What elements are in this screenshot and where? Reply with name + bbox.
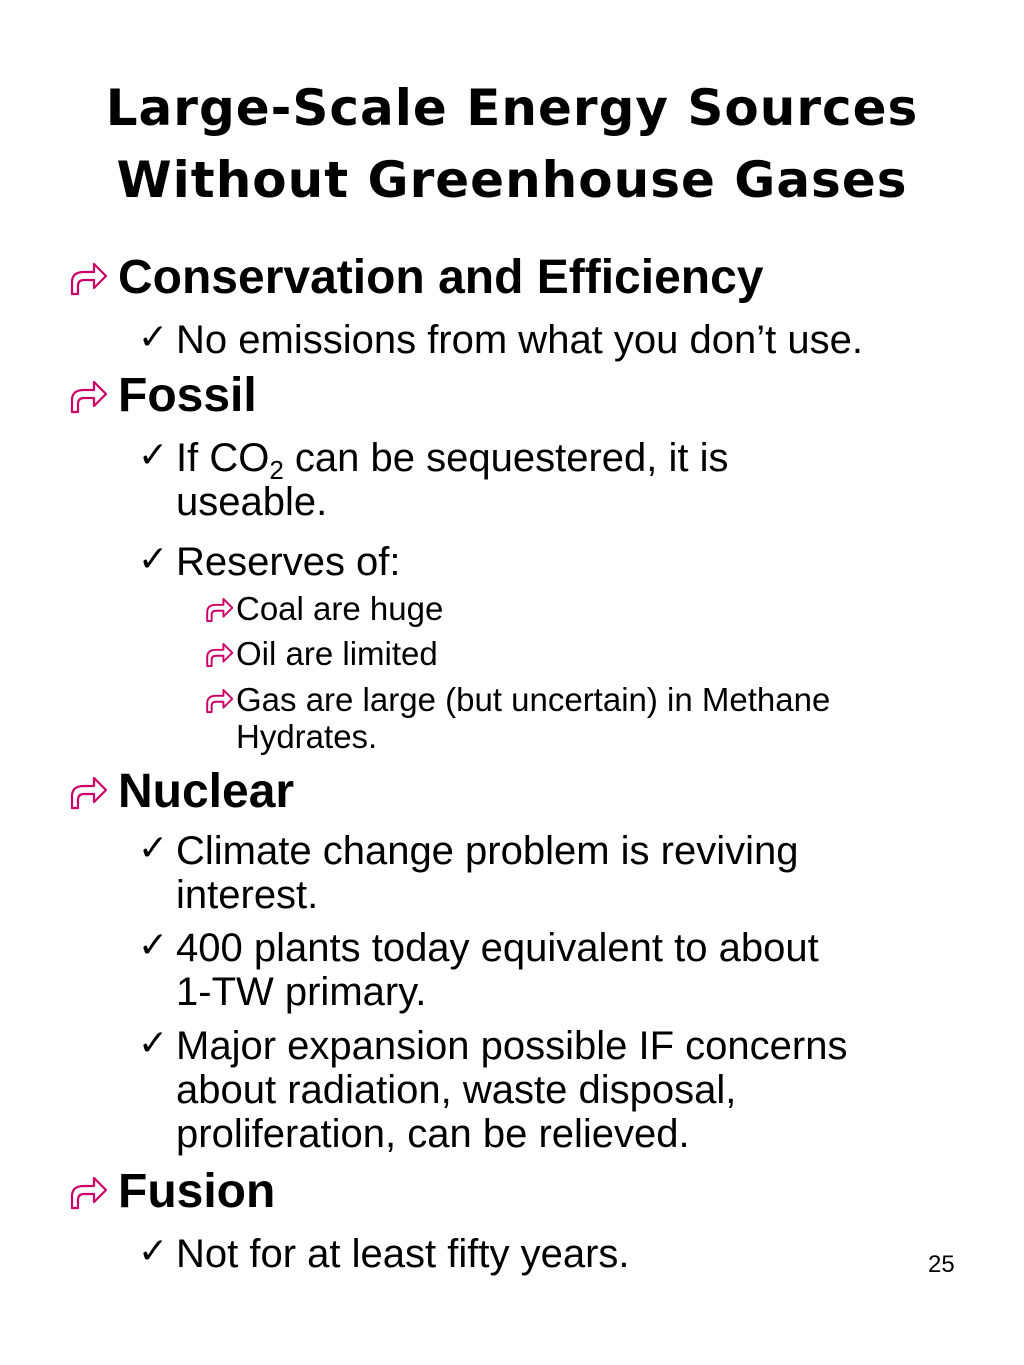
- gas-line2: Hydrates.: [236, 718, 378, 755]
- heading-nuclear: Nuclear: [118, 765, 295, 818]
- point-line: 400 plants today equivalent to about: [176, 926, 819, 970]
- curved-arrow-icon: [68, 774, 108, 812]
- point-line: proliferation, can be relieved.: [176, 1112, 690, 1156]
- heading-fossil: Fossil: [118, 369, 257, 422]
- point-line: interest.: [176, 873, 319, 917]
- point-text: [176, 1024, 976, 1156]
- point-text: No emissions from what you don’t use.: [176, 318, 863, 362]
- page-number: 25: [928, 1251, 955, 1278]
- title-line-2: Without Greenhouse Gases: [116, 151, 908, 209]
- point-text: [176, 829, 976, 917]
- co2-line2: useable.: [176, 480, 328, 524]
- curved-arrow-icon: [68, 1174, 108, 1212]
- heading-fusion: Fusion: [118, 1165, 276, 1218]
- subpoint-text: Coal are huge: [236, 590, 444, 627]
- title-line-1: Large-Scale Energy Sources: [105, 79, 919, 137]
- point-line: 1-TW primary.: [176, 970, 427, 1014]
- checkmark-icon: ✓: [138, 435, 169, 476]
- curved-arrow-icon: [68, 260, 108, 298]
- point-line: Major expansion possible IF concerns: [176, 1024, 848, 1068]
- co2-subscript: 2: [269, 455, 284, 485]
- gas-line1: Gas are large (but uncertain) in Methane: [236, 681, 831, 718]
- curved-arrow-icon: [204, 596, 234, 624]
- heading-conservation: Conservation and Efficiency: [118, 251, 764, 304]
- point-text: Reserves of:: [176, 540, 401, 584]
- co2-prefix: If CO: [176, 436, 270, 480]
- checkmark-icon: ✓: [138, 317, 169, 358]
- subpoint-text: [236, 681, 956, 755]
- point-text: [176, 436, 976, 524]
- point-line: about radiation, waste disposal,: [176, 1068, 737, 1112]
- point-line: Climate change problem is reviving: [176, 829, 799, 873]
- subpoint-text: Oil are limited: [236, 635, 438, 672]
- curved-arrow-icon: [204, 641, 234, 669]
- point-text: Not for at least fifty years.: [176, 1232, 630, 1276]
- checkmark-icon: ✓: [138, 1023, 169, 1064]
- slide-title: [0, 72, 1024, 216]
- curved-arrow-icon: [204, 687, 234, 715]
- checkmark-icon: ✓: [138, 925, 169, 966]
- curved-arrow-icon: [68, 378, 108, 416]
- checkmark-icon: ✓: [138, 1231, 169, 1272]
- checkmark-icon: ✓: [138, 828, 169, 869]
- co2-suffix: can be sequestered, it is: [283, 436, 729, 480]
- checkmark-icon: ✓: [138, 539, 169, 580]
- point-text: [176, 926, 976, 1014]
